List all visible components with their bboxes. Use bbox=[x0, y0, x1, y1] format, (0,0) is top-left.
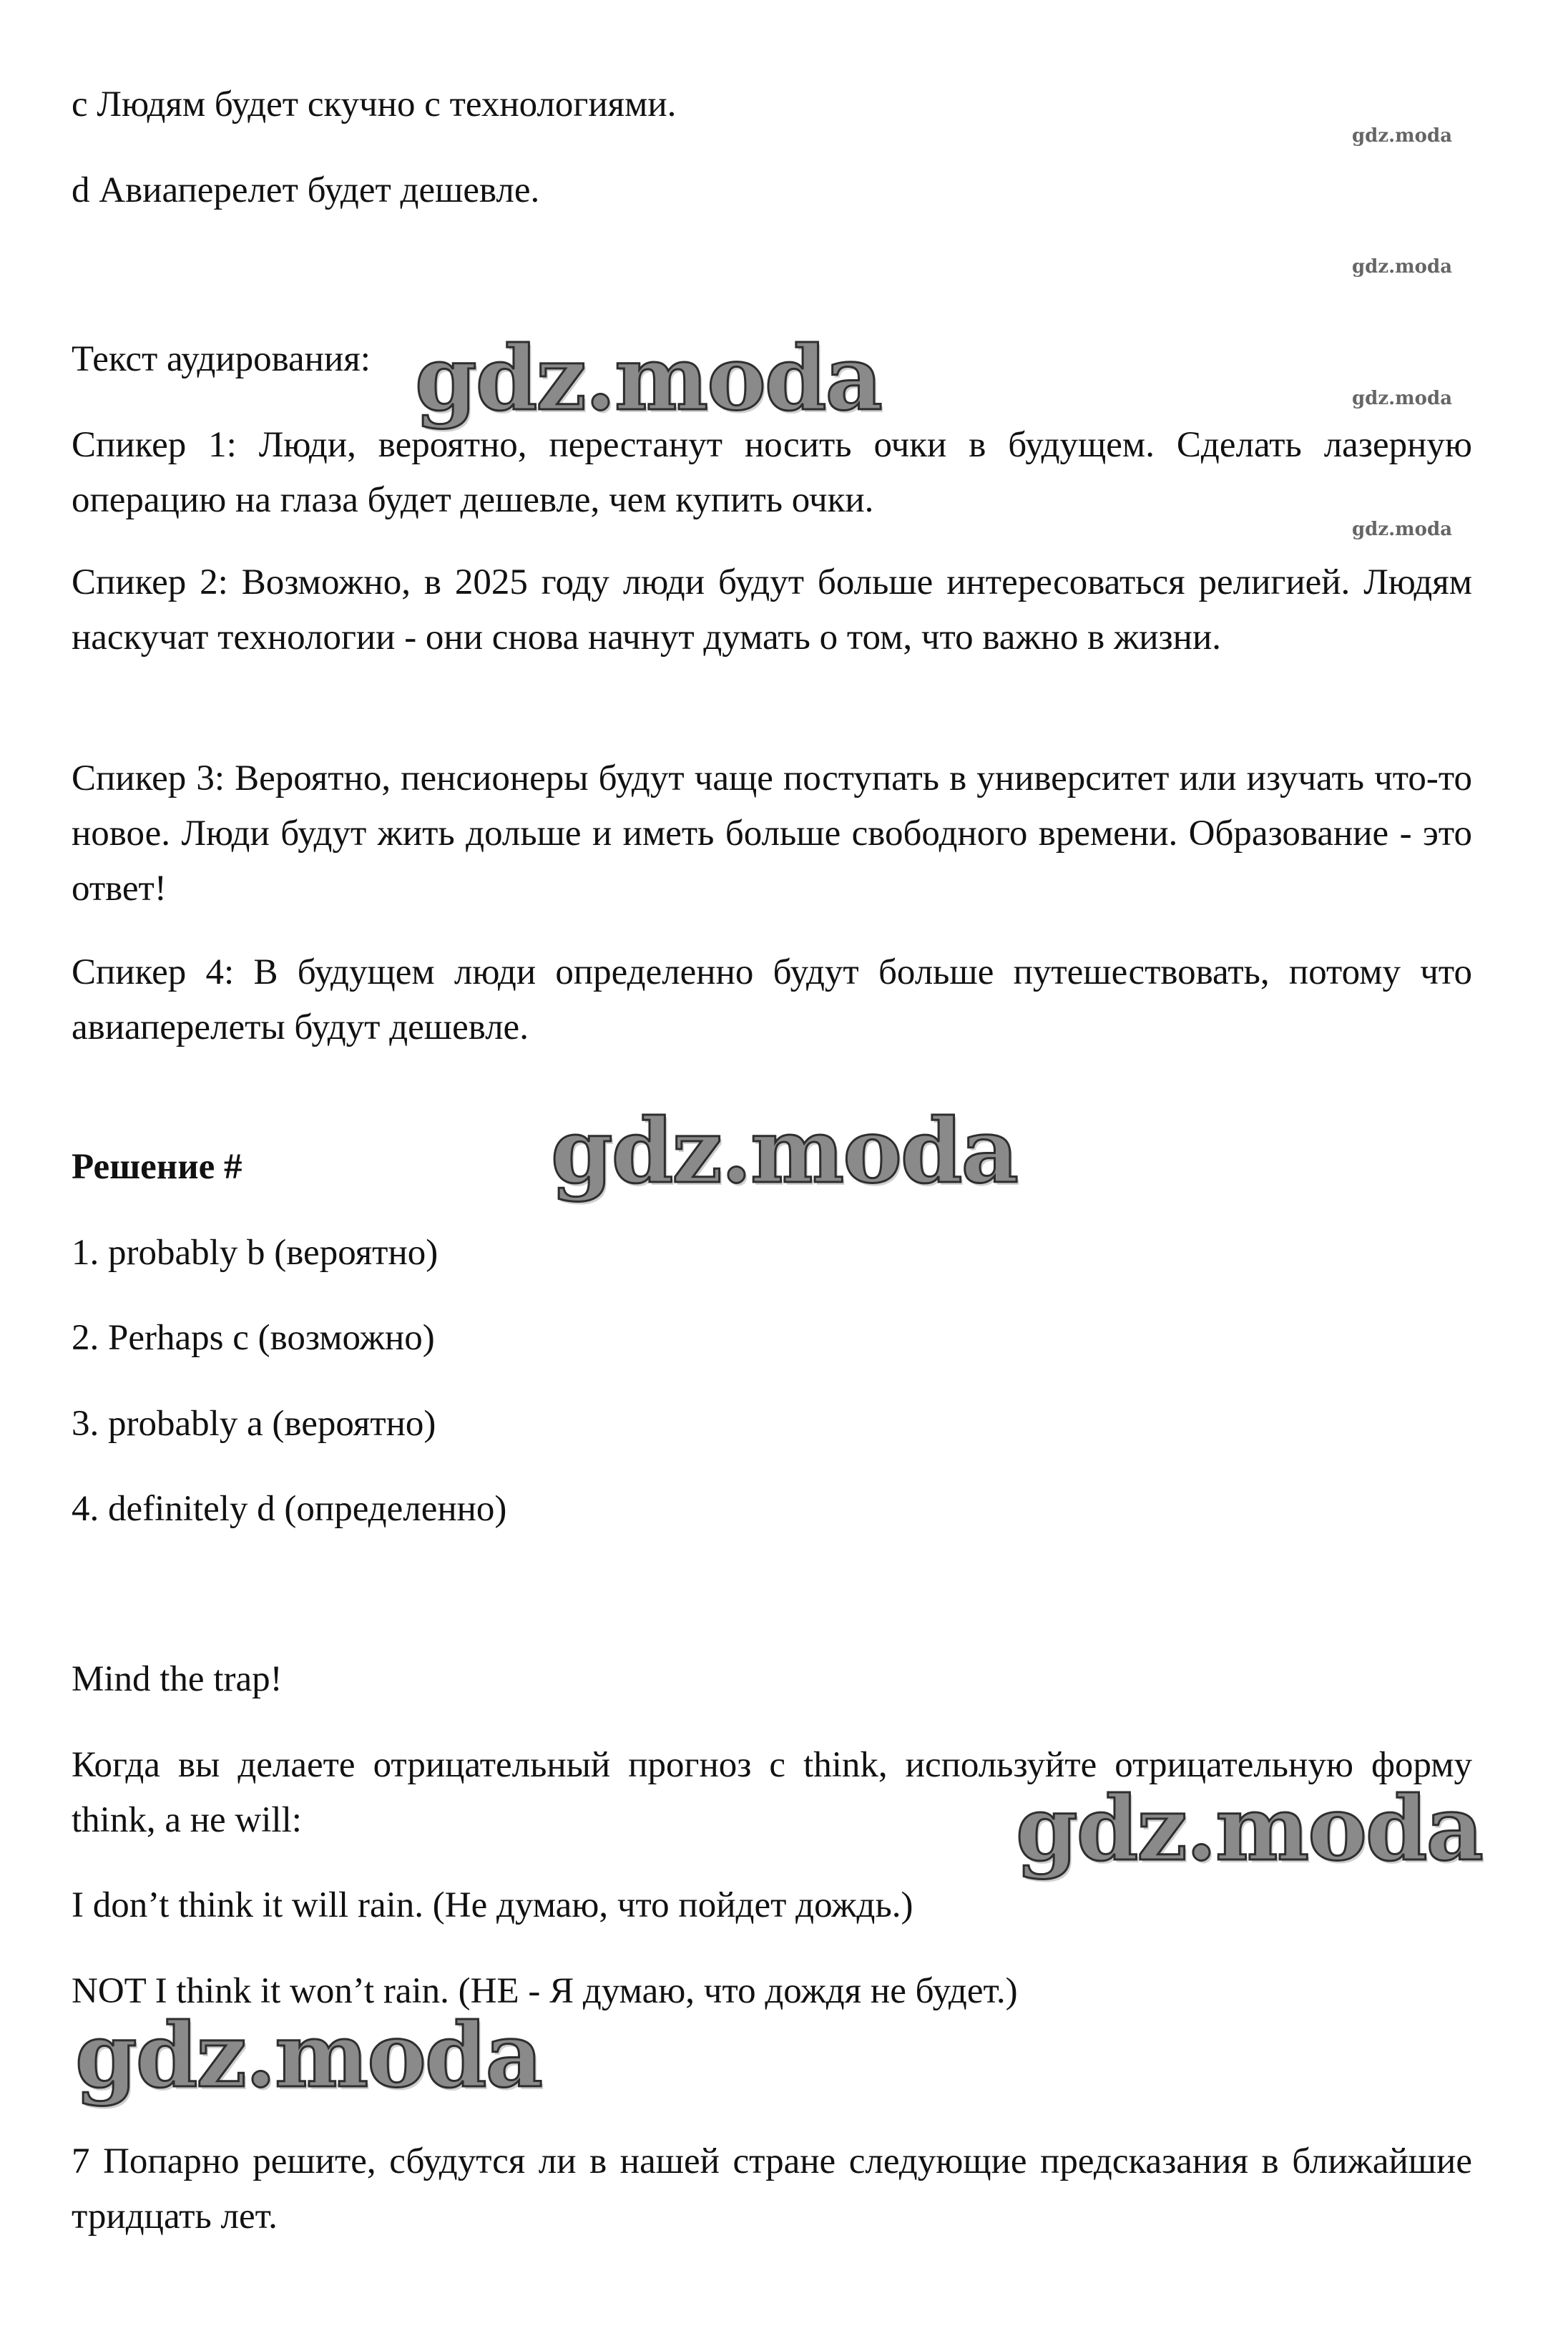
trap-example-wrong: NOT I think it won’t rain. (НЕ - Я думаю, что дождя не будет.) bbox=[72, 1971, 1018, 2011]
watermark-small: gdz.moda bbox=[1352, 125, 1453, 147]
watermark-small: gdz.moda bbox=[1352, 388, 1453, 409]
task-7-paragraph: 7 Попарно решите, сбудутся ли в нашей стране следующие предсказания в ближайшие тридцать лет. bbox=[72, 2141, 1472, 2237]
trap-rule: Когда вы делаете отрицательный прогноз с think, используйте отрицательную форму think, а не will: bbox=[72, 1745, 1472, 1840]
trap-title: Mind the trap! bbox=[72, 1659, 283, 1699]
option-c-line: c Людям будет скучно с технологиями. bbox=[72, 84, 677, 124]
watermark-logo: gdz.moda bbox=[551, 1100, 1017, 1203]
watermark-logo: gdz.moda bbox=[1016, 1777, 1482, 1881]
option-d-line: d Авиаперелет будет дешевле. bbox=[72, 170, 540, 210]
watermark-small: gdz.moda bbox=[1352, 519, 1453, 540]
speaker-4-paragraph: Спикер 4: В будущем люди определенно будут больше путешествовать, потому что авиаперелеты будут дешевле. bbox=[72, 952, 1472, 1047]
listening-heading: Текст аудирования: bbox=[72, 339, 371, 379]
solution-item: 1. probably b (вероятно) bbox=[72, 1233, 438, 1273]
trap-example-correct: I don’t think it will rain. (Не думаю, что пойдет дождь.) bbox=[72, 1885, 913, 1925]
watermark-small: gdz.moda bbox=[1352, 256, 1453, 278]
solution-item: 3. probably a (вероятно) bbox=[72, 1404, 436, 1444]
speaker-1-paragraph: Спикер 1: Люди, вероятно, перестанут носить очки в будущем. Сделать лазерную операцию на глаза будет дешевле, чем купить очки. bbox=[72, 425, 1472, 520]
speaker-2-paragraph: Спикер 2: Возможно, в 2025 году люди будут больше интересоваться религией. Людям наскучат технологии - они снова начнут думать о том, что важно в жизни. bbox=[72, 562, 1472, 658]
solution-item: 2. Perhaps c (возможно) bbox=[72, 1318, 435, 1358]
watermark-logo: gdz.moda bbox=[75, 2004, 542, 2108]
solution-item: 4. definitely d (определенно) bbox=[72, 1489, 507, 1529]
speaker-3-paragraph: Спикер 3: Вероятно, пенсионеры будут чаще поступать в университет или изучать что-то новое. Люди будут жить дольше и иметь больше свободного времени. Образование - это ответ! bbox=[72, 758, 1472, 909]
watermark-logo: gdz.moda bbox=[415, 327, 881, 431]
solution-heading: Решение # bbox=[72, 1147, 242, 1187]
